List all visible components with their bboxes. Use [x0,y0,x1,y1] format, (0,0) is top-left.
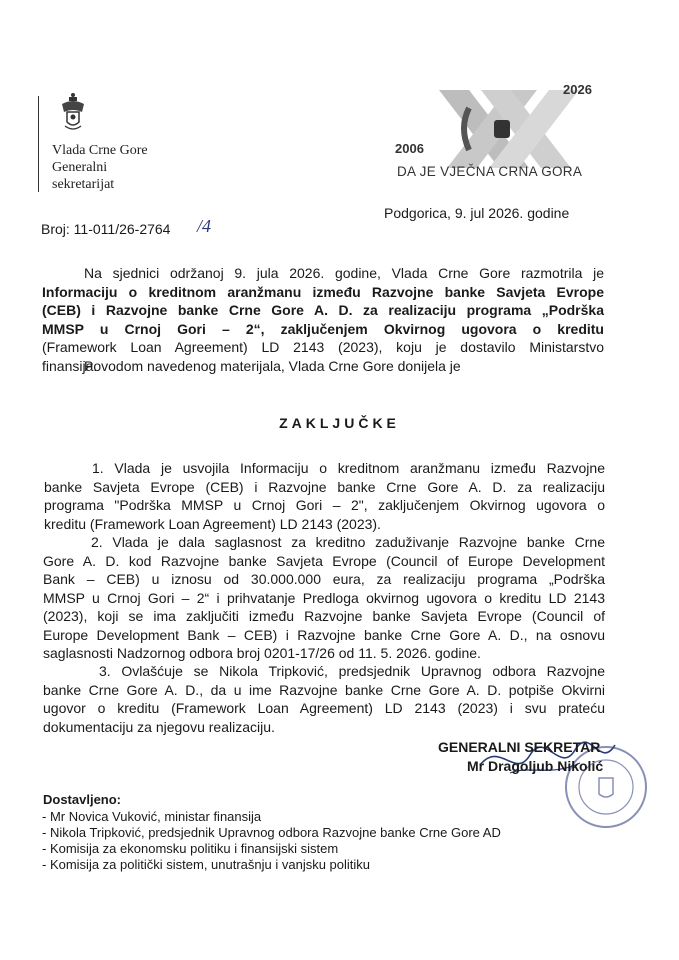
intro-line: (Framework Loan Agreement) LD 2143 (2023), koju je dostavilo Ministarstvo [42,339,604,355]
distribution-item: - Nikola Tripković, predsjednik Upravnog odbora Razvojne banke Crne Gore AD [42,825,501,840]
conclusion-2 [43,533,605,663]
decision-intro: Povodom navedenog materijala, Vlada Crne Gore donijela je [84,358,461,374]
distribution-item: - Mr Novica Vuković, ministar finansija [42,809,262,824]
header-divider [38,96,39,192]
conclusion-line: Bank – CEB) u iznosu od 30.000.000 eura, za realizaciju programa „Podrška [43,571,605,587]
intro-line: (CEB) i Razvojne banke Crne Gore A. D. za realizaciju programa „Podrška [42,302,604,318]
conclusion-line: 3. Ovlašćuje se Nikola Tripković, predsjednik Upravnog odbora Razvojne [99,663,605,679]
conclusion-line: ugovor o kreditu (Framework Loan Agreement) LD 2143 (2023) i svu prateću [43,700,605,716]
intro-line: Na sjednici održanoj 9. jula 2026. godine, Vlada Crne Gore razmotrila je [84,265,604,281]
intro-line: MMSP u Crnoj Gori – 2“, zaključenjem Okvirnog ugovora o kreditu [42,320,604,337]
conclusions-heading: ZAKLJUČKE [279,415,400,431]
conclusion-line: dokumentaciju za njegovu realizaciju. [43,718,275,735]
conclusion-line: kreditu (Framework Loan Agreement) LD 2143 (2023). [44,515,381,532]
distribution-item: - Komisija za ekonomsku politiku i finansijski sistem [42,841,339,856]
conclusion-line: banke Crne Gore A. D., da u ime Razvojne banke Crne Gore A. D. potpiše Okvirni [43,681,605,698]
jubilee-year-start: 2006 [395,141,424,156]
conclusion-1 [44,459,605,533]
intro-line: Informaciju o kreditnom aranžmanu između Razvojne banke Savjeta Evrope [42,283,604,300]
conclusion-line: 1. Vlada je usvojila Informaciju o kreditnom aranžmanu između Razvojne [92,460,605,476]
jubilee-motto: DA JE VJEČNA CRNA GORA [397,164,583,179]
intro-line: finansija. [42,357,98,374]
conclusion-line: Europe Development Bank – CEB) i Razvojne banke Crne Gore A. D., na osnovu [43,626,605,643]
signatory-name: Mr Dragoljub Nikolić [467,758,604,774]
conclusion-3 [43,662,605,736]
conclusion-line: (2023), koji se ima zaključiti između Razvojne banke Savjeta Evrope (Council of [43,608,605,624]
coat-of-arms-icon [60,92,86,132]
conclusion-line: Gore A. D. kod Razvojne banke Savjeta Evrope (Council of Europe Development [43,552,605,569]
jubilee-year-end: 2026 [563,82,592,97]
place-and-date: Podgorica, 9. jul 2026. godine [384,205,570,221]
conclusion-line: 2. Vlada je dala saglasnost za kreditno zaduživanje Razvojne banke Crne [91,534,605,550]
org-name-line-3: sekretarijat [52,177,115,192]
signatory-title: GENERALNI SEKRETAR [438,739,601,755]
conclusion-line: MMSP u Crnoj Gori – 2“ i prihvatanje Predloga okvirnog ugovora o kreditu LD 2143 [43,589,605,606]
distribution-heading: Dostavljeno: [43,792,122,807]
handwritten-number-suffix: /4 [197,216,212,236]
document-number: Broj: 11-011/26-2764 [41,221,171,237]
org-name-line-1: Vlada Crne Gore [52,143,148,158]
conclusion-line: saglasnosti Nadzornog odbora broj 0201-17/26 od 11. 5. 2026. godine. [43,645,481,661]
conclusion-line: banke Savjeta Evrope (CEB) i Razvojne banke Crne Gore A. D. za realizaciju [44,478,605,495]
distribution-item: - Komisija za politički sistem, unutrašnju i vanjsku politiku [42,857,371,872]
org-name-line-2: Generalni [52,160,108,175]
conclusion-line: programa "Podrška MMSP u Crnoj Gori – 2", zaključenjem Okvirnog ugovora o [44,497,605,513]
